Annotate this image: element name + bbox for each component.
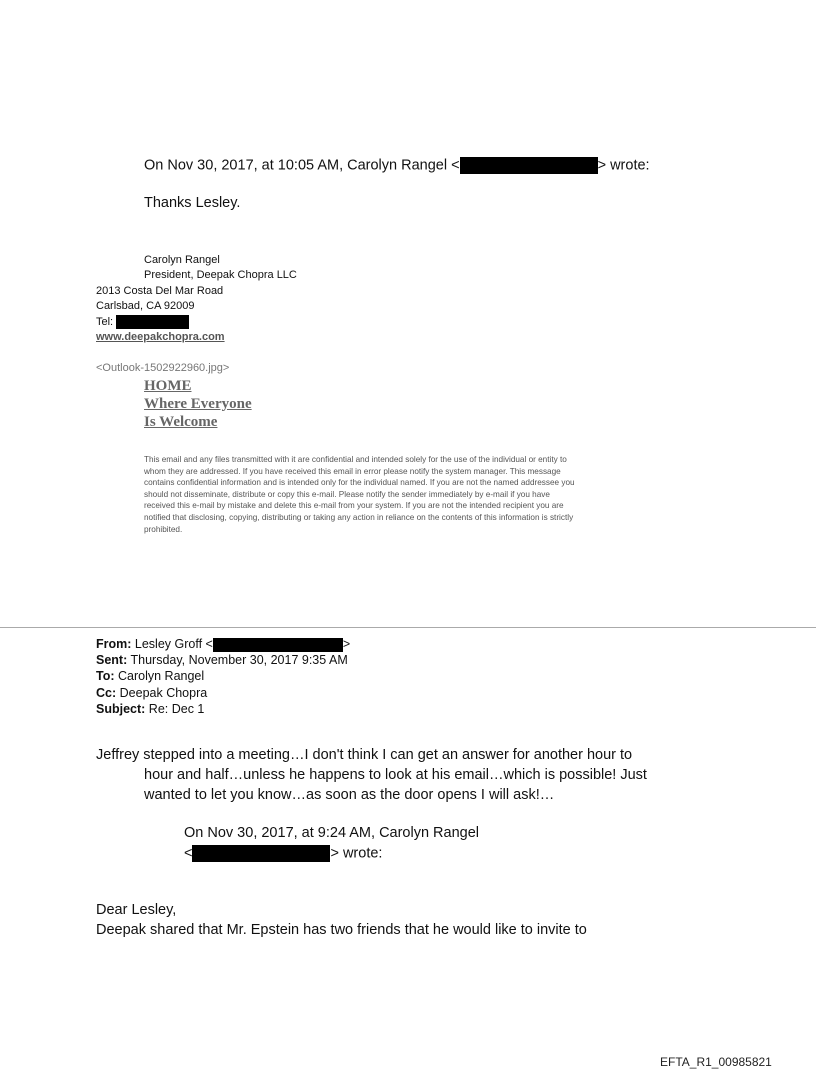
quote-header-2-line2: [184, 845, 382, 862]
email-body-2-line2: hour and half…unless he happens to look at his email…which is possible! Just: [144, 767, 647, 783]
from-label: From:: [96, 637, 132, 651]
cc-row: [96, 685, 350, 701]
disclaimer-line: This email and any files transmitted with it are confidential and intended solely for the use of the individual or entity to: [144, 455, 567, 464]
quote-header-1: [144, 157, 650, 174]
tagline-link-home[interactable]: HOME: [144, 378, 192, 394]
to-label: To:: [96, 669, 115, 684]
disclaimer-line: prohibited.: [144, 524, 183, 534]
email-body-1: Thanks Lesley.: [144, 195, 241, 211]
redacted-email: [213, 638, 343, 652]
redacted-phone: [116, 315, 189, 329]
cc-label: Cc:: [96, 685, 117, 700]
email-body-2-line1: Jeffrey stepped into a meeting…I don't think I can get an answer for another hour to: [96, 747, 633, 763]
sent-row: [96, 652, 350, 668]
from-row: [96, 636, 350, 652]
subject-label: Subject:: [96, 701, 146, 716]
signature-tel: [96, 315, 189, 329]
redacted-email: [192, 845, 330, 862]
to-row: [96, 668, 350, 684]
quote-header-2-line1: On Nov 30, 2017, at 9:24 AM, Carolyn Rangel: [184, 825, 480, 841]
sent-label: Sent:: [96, 653, 128, 668]
confidentiality-disclaimer: [144, 454, 575, 535]
subject-row: [96, 701, 350, 717]
tagline-link-is-welcome[interactable]: Is Welcome: [144, 414, 218, 430]
quote-prefix: <: [184, 845, 193, 862]
quote-suffix: > wrote:: [330, 845, 383, 862]
sent-value: Thursday, November 30, 2017 9:35 AM: [130, 653, 348, 668]
quote-header-suffix: > wrote:: [597, 157, 650, 174]
separator-line: [0, 627, 816, 628]
email-body-2-line3: wanted to let you know…as soon as the door opens I will ask!…: [144, 787, 555, 803]
website-link[interactable]: www.deepakchopra.com: [96, 331, 225, 343]
signature-name: Carolyn Rangel: [144, 254, 220, 266]
attachment-placeholder: <Outlook-1502922960.jpg>: [96, 362, 230, 374]
disclaimer-line: whom they are addressed. If you have received this email in error please notify the system manager. This message: [144, 466, 561, 476]
signature-title: President, Deepak Chopra LLC: [144, 269, 297, 281]
email-greeting-3: Dear Lesley,: [96, 902, 177, 918]
disclaimer-line: contains confidential information and is intended only for the individual named. If you are not the named addressee you: [144, 478, 575, 488]
from-value: Lesley Groff <: [134, 637, 213, 651]
cc-value: Deepak Chopra: [119, 685, 208, 700]
quote-header-prefix: On Nov 30, 2017, at 10:05 AM, Carolyn Rangel <: [144, 157, 460, 174]
to-value: Carolyn Rangel: [118, 669, 205, 684]
email-body-3: Deepak shared that Mr. Epstein has two friends that he would like to invite to: [96, 922, 587, 938]
signature-address-line1: 2013 Costa Del Mar Road: [96, 285, 224, 297]
redacted-email: [460, 157, 598, 174]
disclaimer-line: should not disseminate, distribute or copy this e-mail. Please notify the sender immediately by e-mail if you have: [144, 489, 550, 499]
email-header-block: [96, 636, 350, 717]
signature-address-line2: Carlsbad, CA 92009: [96, 300, 195, 312]
subject-value: Re: Dec 1: [148, 701, 205, 716]
disclaimer-line: notified that disclosing, copying, distributing or taking any action in reliance on the contents of this information is strictly: [144, 512, 574, 522]
tel-label: Tel:: [96, 315, 114, 328]
from-suffix: >: [342, 637, 351, 651]
disclaimer-line: received this e-mail by mistake and delete this e-mail from your system. If you are not the intended recipient you are: [144, 501, 564, 511]
tagline-link-where-everyone[interactable]: Where Everyone: [144, 396, 252, 412]
document-id: EFTA_R1_00985821: [660, 1055, 772, 1069]
